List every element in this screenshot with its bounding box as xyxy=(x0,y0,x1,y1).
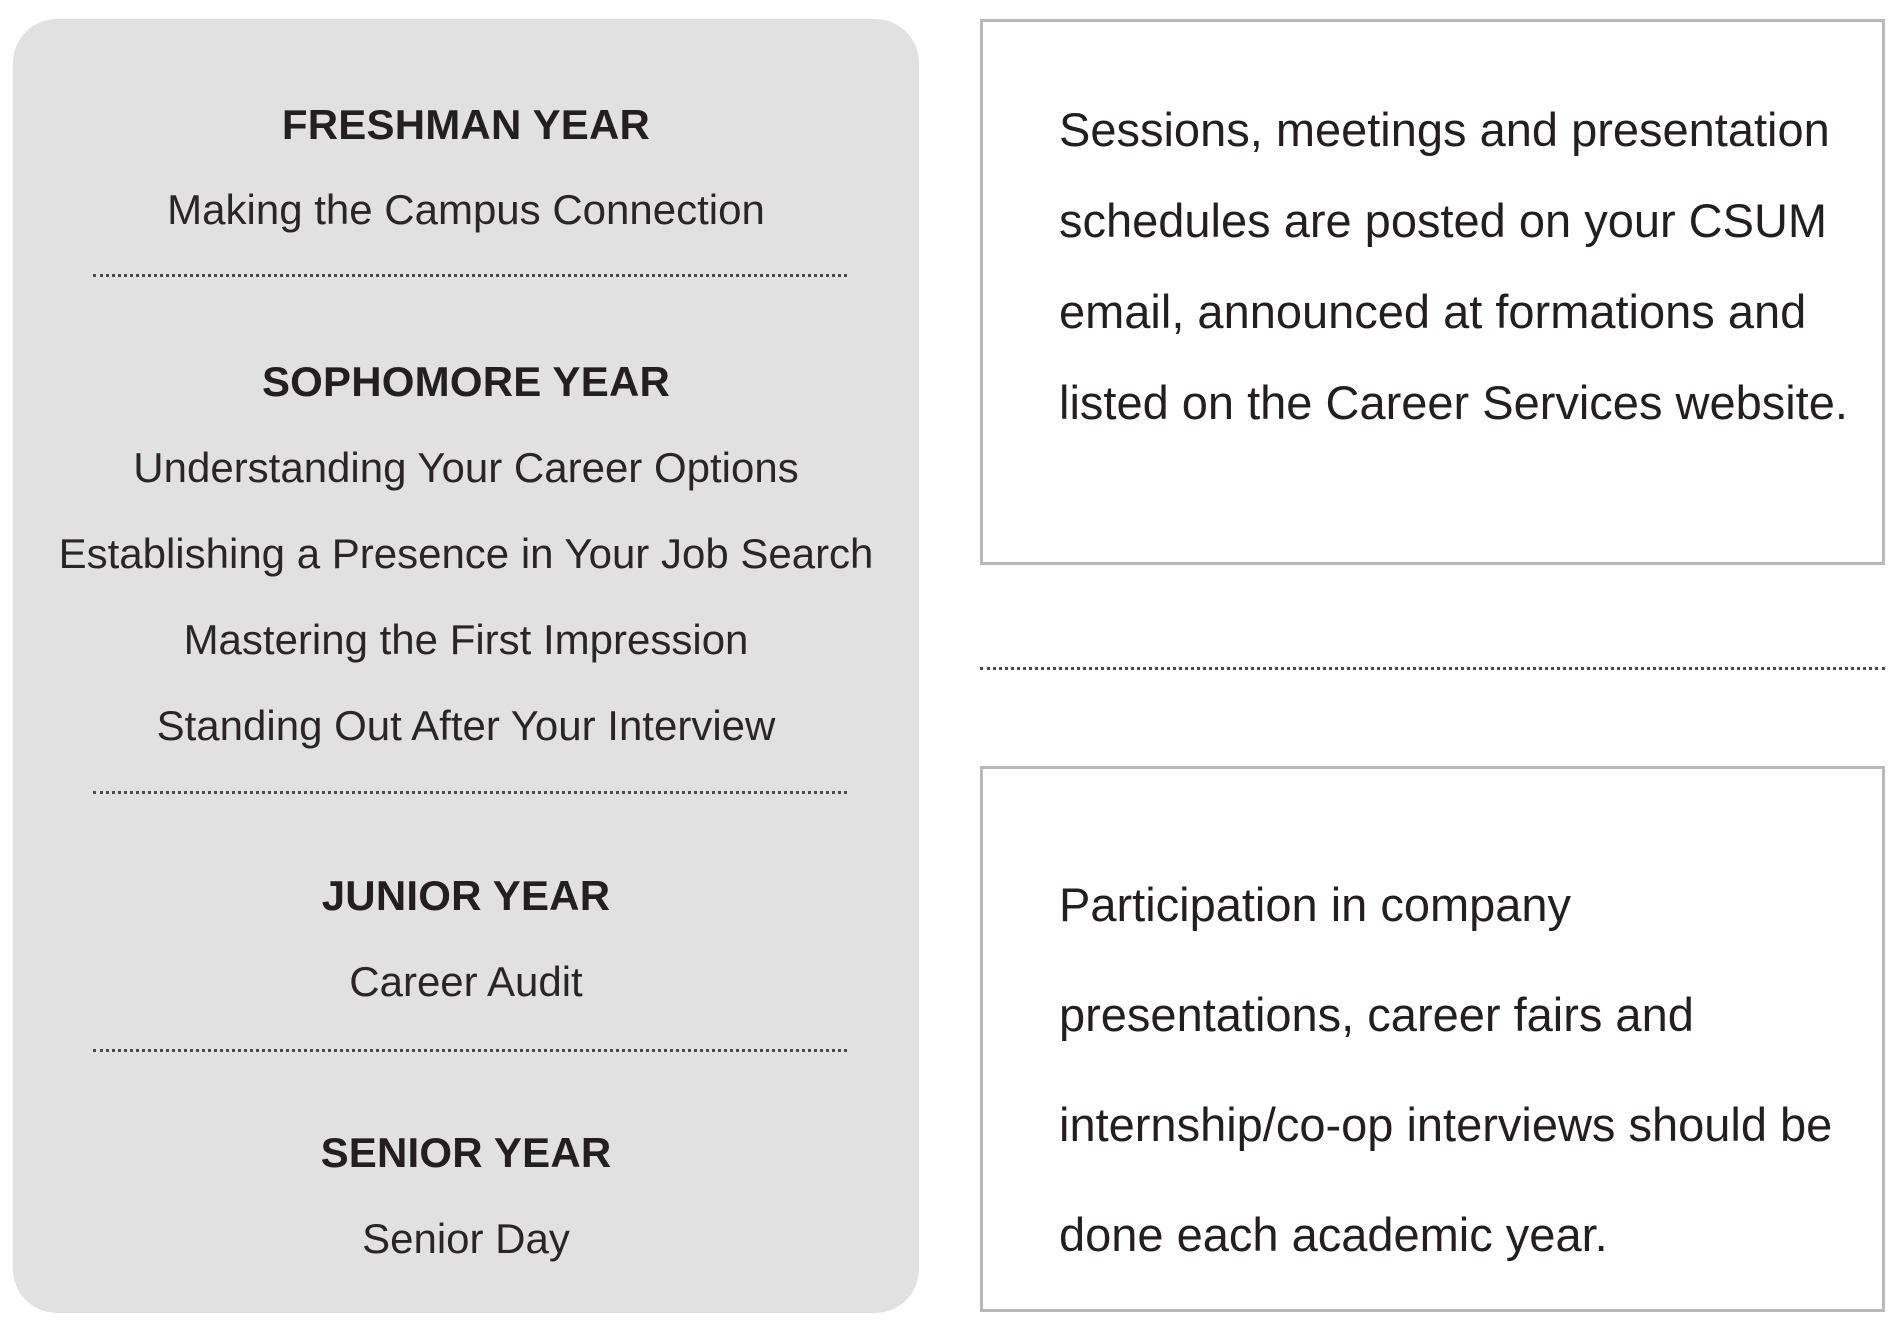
section-divider xyxy=(93,1049,847,1052)
participation-info-box xyxy=(980,766,1885,1312)
sophomore-session-item: Understanding Your Career Options xyxy=(133,444,799,491)
senior-year-heading: SENIOR YEAR xyxy=(320,1129,612,1176)
section-divider xyxy=(93,274,847,277)
freshman-year-heading: FRESHMAN YEAR xyxy=(281,101,651,148)
sophomore-session-item: Establishing a Presence in Your Job Search xyxy=(58,530,874,577)
sophomore-session-item: Mastering the First Impression xyxy=(183,616,749,663)
schedules-info-box xyxy=(980,19,1885,565)
section-divider xyxy=(93,791,847,794)
participation-note-text: Participation in company presentations, career fairs and internship/co-op interviews should be done each academic year. xyxy=(1059,878,1833,1261)
sophomore-session-item: Standing Out After Your Interview xyxy=(156,702,776,749)
year-schedule-panel xyxy=(13,19,919,1313)
sophomore-year-heading: SOPHOMORE YEAR xyxy=(261,358,671,405)
box-divider xyxy=(980,667,1885,670)
schedules-note-text: Sessions, meetings and presentation schedules are posted on your CSUM email, announced at formations and listed on the Career Services website. xyxy=(1059,103,1848,429)
senior-session-item: Senior Day xyxy=(362,1215,570,1262)
freshman-session-item: Making the Campus Connection xyxy=(167,186,765,233)
junior-session-item: Career Audit xyxy=(349,958,583,1005)
junior-year-heading: JUNIOR YEAR xyxy=(321,872,611,919)
